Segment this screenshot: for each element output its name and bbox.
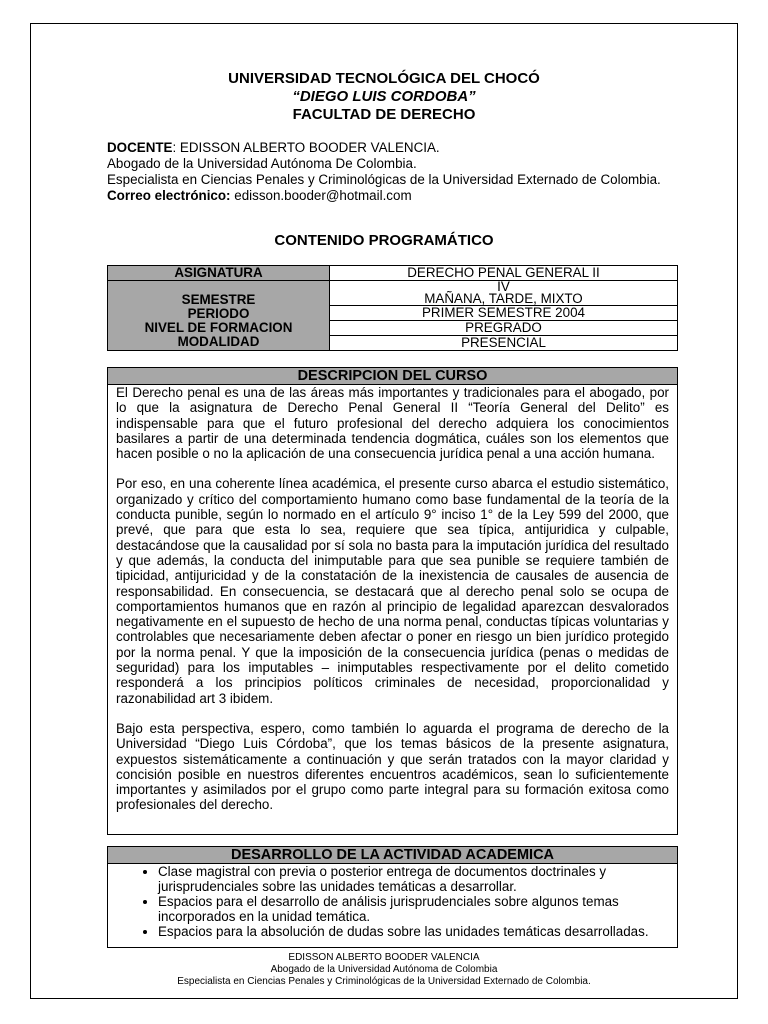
descripcion-paragraph: Por eso, en una coherente línea académica, el presente curso abarca el estudio sistemático, organizado y crítico del comportamiento humano como base fundamental de la teoría de la conducta punible, según lo normado en el artículo 9° inciso 1° de la Ley 599 del 2000, que prevé, que para que esta lo sea, requiere que sea típica, antijuridica y culpable, destacándose que la causalidad por sí sola no basta para la imputación jurídica del resultado y que además, la conducta del inimputable para que sea punible se requiere también de tipicidad, antijuricidad y de la constatación de la inexistencia de causales de ausencia de responsabilidad. En consecuencia, se destacará que al derecho penal solo se ocupa de comportamientos humanos que en razón al principio de legalidad aparezcan desvalorados negativamente en el supuesto de hecho de una norma penal, conductas típicas voluntarias y controlables que necesariamente deben afectar o poner en riesgo un bien jurídico protegido por la norma penal. Y que la imposición de la consecuencia jurídica (penas o medidas de seguridad) para los imputables – inimputables respectivamente por el delito cometido responderá a los principios políticos criminales de necesidad, proporcionalidad y razonabilidad art 3 ibidem. <box>116 476 669 706</box>
descripcion-body <box>108 385 677 813</box>
email-value: edisson.booder@hotmail.com <box>230 188 412 203</box>
list-item: • Espacios para el desarrollo de análisis jurisprudenciales sobre algunos temas incorporados en la unidad temática. <box>158 894 669 924</box>
email-label: Correo electrónico: <box>107 188 231 203</box>
docente-label: DOCENTE <box>107 140 173 155</box>
actividad-list <box>108 864 677 939</box>
nivel-label: NIVEL DE FORMACION <box>144 320 293 335</box>
table-row <box>108 266 678 281</box>
semestre-value: IV <box>497 279 510 294</box>
semestre-label: SEMESTRE <box>181 292 256 307</box>
docente-line-1: Abogado de la Universidad Autónoma De Colombia. <box>107 156 417 171</box>
descripcion-title: DESCRIPCION DEL CURSO <box>108 368 677 385</box>
semestre-value-cell <box>330 281 678 306</box>
modalidad-label: MODALIDAD <box>177 334 260 349</box>
docente-block <box>107 140 667 204</box>
docente-line-2: Especialista en Ciencias Penales y Criminológicas de la Universidad Externado de Colombia. <box>107 172 661 187</box>
nivel-value: PREGRADO <box>330 321 678 336</box>
footer-line-3: Especialista en Ciencias Penales y Criminológicas de la Universidad Externado de Colombia. <box>177 976 591 987</box>
jornada-value: MAÑANA, TARDE, MIXTO <box>424 291 583 306</box>
footer-line-2: Abogado de la Universidad Autónoma de Colombia <box>270 964 498 975</box>
asignatura-label: ASIGNATURA <box>108 266 330 281</box>
table-row <box>108 281 678 306</box>
periodo-value: PRIMER SEMESTRE 2004 <box>330 306 678 321</box>
actividad-box <box>107 846 678 948</box>
university-name: UNIVERSIDAD TECNOLÓGICA DEL CHOCÓ <box>228 70 540 87</box>
descripcion-paragraph: El Derecho penal es una de las áreas más importantes y tradicionales para el abogado, por lo que la asignatura de Derecho Penal General II “Teoría General del Delito” es indispensable para que el futuro profesional del derecho adquiera los conocimientos basilares a partir de una determinada tendencia dogmática, cuáles son los elementos que hacen posible o no la aplicación de una consecuencia jurídica penal a una acción humana. <box>116 385 669 462</box>
course-info-table <box>107 265 678 351</box>
docente-name: : EDISSON ALBERTO BOODER VALENCIA. <box>172 140 440 155</box>
labels-cell <box>108 281 330 351</box>
university-subtitle: “DIEGO LUIS CORDOBA” <box>292 88 476 105</box>
footer-name: EDISSON ALBERTO BOODER VALENCIA <box>288 952 480 963</box>
periodo-label: PERIODO <box>187 306 250 321</box>
modalidad-value: PRESENCIAL <box>330 336 678 351</box>
asignatura-value: DERECHO PENAL GENERAL II <box>330 266 678 281</box>
descripcion-box <box>107 367 678 835</box>
document-footer <box>0 952 768 988</box>
faculty-name: FACULTAD DE DERECHO <box>292 106 476 123</box>
descripcion-paragraph: Bajo esta perspectiva, espero, como también lo aguarda el programa de derecho de la Universidad “Diego Luis Córdoba”, que los temas básicos de la presente asignatura, expuestos sistemáticamente a continuación y que serán tratados con la mayor claridad y concisión posible en nuestros diferentes encuentros académicos, sean lo suficientemente importantes y asimilados por el grupo como parte integral para su formación exitosa como profesionales del derecho. <box>116 720 669 813</box>
contenido-title: CONTENIDO PROGRAMÁTICO <box>274 232 494 249</box>
actividad-title: DESARROLLO DE LA ACTIVIDAD ACADEMICA <box>108 847 677 864</box>
list-item: • Espacios para la absolución de dudas sobre las unidades temáticas desarrolladas. <box>158 924 669 939</box>
document-header <box>0 70 768 124</box>
list-item: • Clase magistral con previa o posterior entrega de documentos doctrinales y jurisprudenciales sobre las unidades temáticas a desarrollar. <box>158 864 669 894</box>
